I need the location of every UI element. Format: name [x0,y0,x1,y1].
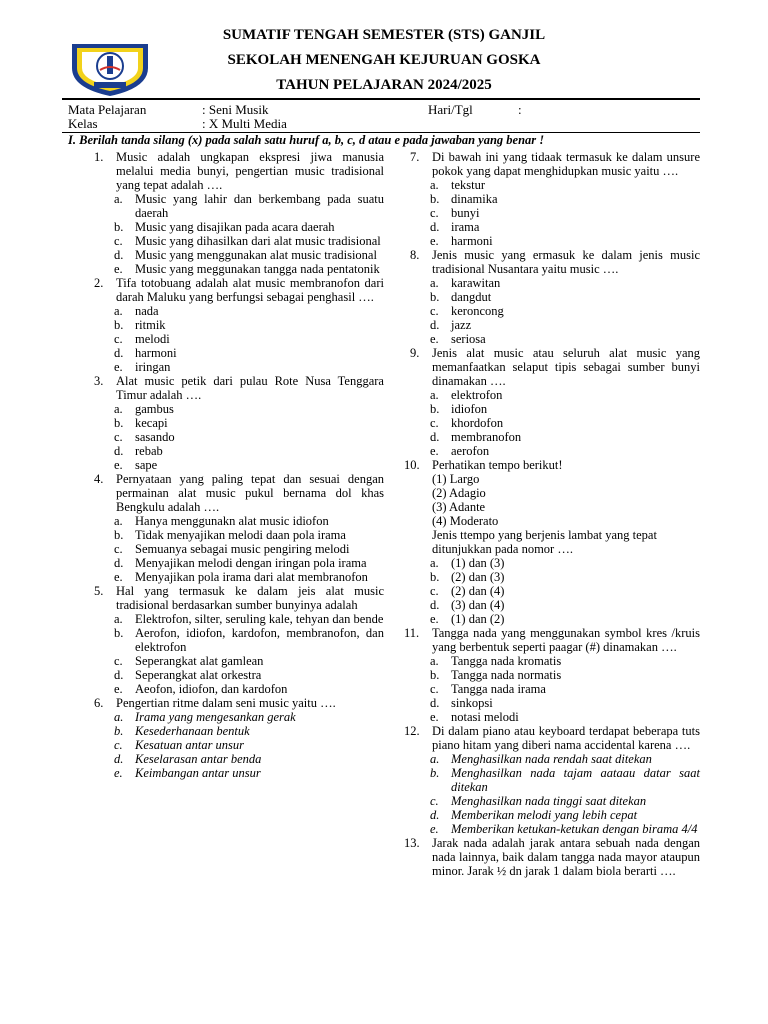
question-text [94,150,384,192]
option-text: gambus [135,402,174,416]
answer-option [94,724,384,738]
option-text: dinamika [451,192,498,206]
question-stem: Pengertian ritme dalam seni music yaitu …. [116,696,336,710]
answer-option [410,332,700,346]
question-number: 1. [94,150,104,164]
question-stem-continued: Jenis ttempo yang berjenis lambat yang tepat ditunjukkan pada nomor …. [432,528,657,556]
option-text: Hanya menggunakn alat music idiofon [135,514,329,528]
option-letter: e. [430,332,439,346]
option-letter: a. [430,752,440,766]
option-text: Music yang meggunakan tangga nada pentatonik [135,262,380,276]
option-letter: d. [430,808,440,822]
answer-option [94,360,384,374]
question-stem: Hal yang termasuk ke dalam jeis alat music tradisional berdasarkan sumber bunyinya adalah [116,584,384,612]
answer-option [410,556,700,570]
answer-option [94,766,384,780]
answer-option [410,822,700,836]
answer-option [94,234,384,248]
question-text [410,346,700,388]
option-letter: a. [430,178,439,192]
option-text: aerofon [451,444,490,458]
option-letter: d. [430,430,440,444]
option-text: keroncong [451,304,504,318]
question-number: 6. [94,696,104,710]
answer-option [410,430,700,444]
option-text: (3) dan (4) [451,598,505,612]
question-stem: Tifa totobuang adalah alat music membranofon dari darah Maluku yang berfungsi sebagai penghasil …. [116,276,384,304]
option-letter: a. [114,304,123,318]
answer-option [410,206,700,220]
option-text: (2) dan (3) [451,570,505,584]
question-text [404,836,700,878]
question-item [404,836,700,878]
option-text: Seperangkat alat orkestra [135,668,262,682]
option-text: Menyajikan pola irama dari alat membranofon [135,570,368,584]
option-letter: e. [430,444,439,458]
question-number: 5. [94,584,104,598]
question-number: 10. [404,458,420,472]
answer-option [94,710,384,724]
answer-option [410,416,700,430]
question-stem: Di dalam piano atau keyboard terdapat beberapa tuts piano hitam yang diberi nama accidental karena …. [432,724,700,752]
option-text: Menghasilkan nada rendah saat ditekan [451,752,652,766]
option-letter: d. [430,318,440,332]
option-letter: a. [114,612,123,626]
option-text: Tangga nada kromatis [451,654,562,668]
question-item [410,346,700,458]
option-letter: c. [430,794,439,808]
answer-option [410,178,700,192]
option-text: iringan [135,360,171,374]
option-text: Tidak menyajikan melodi daan pola irama [135,528,346,542]
question-text [94,696,384,710]
question-item [404,626,700,724]
option-letter: e. [430,612,439,626]
question-item [94,696,384,780]
option-text: Menyajikan melodi dengan iringan pola irama [135,556,367,570]
option-text: rebab [135,444,163,458]
class-value: : X Multi Media [202,116,287,131]
answer-option [410,752,700,766]
option-letter: c. [430,304,439,318]
option-text: harmoni [135,346,177,360]
question-number: 8. [410,248,420,262]
answer-option [410,584,700,598]
question-stem: Jenis alat music atau seluruh alat music yang memanfaatkan selaput tipis sebagai sumber bunyi dinamakan …. [432,346,700,388]
option-letter: a. [430,388,439,402]
answer-option [94,262,384,276]
option-letter: d. [114,668,124,682]
question-stem: Pernyataan yang paling tepat dan sesuai dengan permainan alat music pukul bernama dol khas Bengkulu adalah …. [116,472,384,514]
answer-option [94,752,384,766]
option-text: tekstur [451,178,486,192]
answer-option [410,696,700,710]
answer-option [410,766,700,794]
option-text: (2) dan (4) [451,584,505,598]
option-letter: b. [430,402,440,416]
question-item [410,150,700,248]
answer-option [94,570,384,584]
option-text: jazz [451,318,472,332]
answer-option [94,738,384,752]
answer-option [94,430,384,444]
option-letter: b. [430,192,440,206]
option-letter: e. [114,262,123,276]
option-letter: b. [430,668,440,682]
answer-option [410,290,700,304]
option-letter: d. [430,598,440,612]
option-letter: a. [114,514,123,528]
tempo-list-item: (2) Adagio [432,486,486,500]
question-text [94,276,384,304]
question-number: 11. [404,626,420,640]
answer-option [94,444,384,458]
question-stem: Jenis music yang ermasuk ke dalam jenis music tradisional Nusantara yaitu music …. [432,248,700,276]
option-letter: c. [114,654,123,668]
answer-option [94,458,384,472]
option-text: membranofon [451,430,522,444]
option-text: sasando [135,430,175,444]
question-stem: Perhatikan tempo berikut! [432,458,563,472]
option-letter: c. [114,430,123,444]
option-letter: d. [114,752,124,766]
question-item [94,150,384,276]
option-text: melodi [135,332,170,346]
option-letter: b. [430,290,440,304]
option-text: nada [135,304,159,318]
option-text: Menghasilkan nada tinggi saat ditekan [451,794,647,808]
answer-option [94,304,384,318]
class-label: Kelas [68,116,98,131]
option-text: Music yang dihasilkan dari alat music tradisional [135,234,381,248]
exam-title: SUMATIF TENGAH SEMESTER (STS) GANJIL [222,27,546,43]
option-text: Irama yang mengesankan gerak [135,710,296,724]
school-name: SEKOLAH MENENGAH KEJURUAN GOSKA [227,52,541,68]
option-letter: c. [114,332,123,346]
answer-option [94,346,384,360]
answer-option [410,318,700,332]
option-letter: d. [430,220,440,234]
instruction: I. Berilah tanda silang (x) pada salah satu huruf a, b, c, d atau e pada jawaban yang benar ! [68,133,545,147]
answer-option [410,710,700,724]
answer-option [410,682,700,696]
questions-right-column [404,150,700,878]
question-text [404,724,700,752]
option-text: Keselarasan antar benda [135,752,262,766]
option-text: idiofon [451,402,488,416]
answer-option [410,794,700,808]
option-text: dangdut [451,290,492,304]
option-text: seriosa [451,332,486,346]
option-text: notasi melodi [451,710,519,724]
answer-option [94,402,384,416]
subject-label: Mata Pelajaran [68,102,147,117]
option-letter: b. [114,626,124,640]
tempo-list-item: (3) Adante [432,500,486,514]
answer-option [410,220,700,234]
question-text [410,248,700,276]
answer-option [410,402,700,416]
option-text: sape [135,458,158,472]
option-text: kecapi [135,416,168,430]
question-text [404,626,700,654]
answer-option [410,668,700,682]
option-letter: a. [114,710,124,724]
option-text: Kesederhanaan bentuk [135,724,250,738]
option-text: elektrofon [451,388,503,402]
question-item [94,276,384,374]
question-stem: Tangga nada yang menggunakan symbol kres /kruis yang berbentuk seperti paagar (#) dinamakan …. [432,626,700,654]
question-text [404,458,700,472]
answer-option [410,234,700,248]
option-letter: b. [430,570,440,584]
question-text [94,584,384,612]
question-number: 9. [410,346,420,360]
option-letter: a. [114,192,123,206]
answer-option [410,304,700,318]
answer-option [410,612,700,626]
option-text: Elektrofon, silter, seruling kale, tehyan dan bende [135,612,384,626]
option-letter: e. [114,458,123,472]
option-text: Aeofon, idiofon, dan kardofon [135,682,288,696]
question-text [94,472,384,514]
option-text: harmoni [451,234,493,248]
answer-option [410,192,700,206]
answer-option [94,528,384,542]
question-item [94,374,384,472]
academic-year: TAHUN PELAJARAN 2024/2025 [276,77,492,93]
answer-option [94,514,384,528]
questions-left-column [94,150,384,780]
option-text: Menghasilkan nada tajam aataau datar saat ditekan [451,766,700,794]
question-stem: Jarak nada adalah jarak antara sebuah nada dengan nada lainnya, baik dalam tangga nada mayor ataupun minor. Jarak ½ dn jarak 1 dalam biola berarti …. [432,836,700,878]
option-text: Kesatuan antar unsur [135,738,245,752]
answer-option [410,444,700,458]
subject-value: : Seni Musik [202,102,269,117]
answer-option [94,416,384,430]
question-item [404,458,700,626]
option-letter: b. [114,528,124,542]
question-text [94,374,384,402]
option-text: Aerofon, idiofon, kardofon, membranofon, dan elektrofon [135,626,384,654]
question-number: 12. [404,724,420,738]
question-number: 7. [410,150,420,164]
answer-option [410,388,700,402]
option-letter: c. [114,542,123,556]
option-letter: b. [114,724,124,738]
question-stem: Music adalah ungkapan ekspresi jiwa manusia melalui media bunyi, pengertian music tradisional yang tepat adalah …. [116,150,384,192]
question-number: 3. [94,374,104,388]
option-letter: d. [114,346,124,360]
answer-option [94,556,384,570]
option-letter: c. [430,206,439,220]
option-letter: e. [114,682,123,696]
tempo-list-item: (4) Moderato [432,514,499,528]
answer-option [94,626,384,654]
option-letter: b. [430,766,440,780]
option-letter: a. [430,276,439,290]
school-logo [64,36,156,98]
day-label: Hari/Tgl [428,102,473,117]
option-text: Tangga nada irama [451,682,546,696]
question-item [410,248,700,346]
answer-option [94,682,384,696]
option-letter: d. [430,696,440,710]
answer-option [94,668,384,682]
answer-option [410,276,700,290]
option-letter: a. [114,402,123,416]
option-text: irama [451,220,480,234]
answer-option [94,542,384,556]
option-text: Tangga nada normatis [451,668,562,682]
option-letter: e. [430,822,439,836]
option-letter: c. [430,416,439,430]
question-text [410,150,700,178]
question-number: 4. [94,472,104,486]
option-letter: e. [430,710,439,724]
answer-option [94,248,384,262]
option-text: Semuanya sebagai music pengiring melodi [135,542,350,556]
option-text: (1) dan (3) [451,556,505,570]
option-letter: e. [430,234,439,248]
question-number: 2. [94,276,104,290]
option-text: Keimbangan antar unsur [135,766,261,780]
tempo-list-item: (1) Largo [432,472,480,486]
option-letter: b. [114,220,124,234]
question-item [94,472,384,584]
answer-option [94,318,384,332]
answer-option [94,612,384,626]
question-item [404,724,700,836]
option-text: Memberikan ketukan-ketukan dengan birama 4/4 [451,822,698,836]
option-text: Memberikan melodi yang lebih cepat [451,808,638,822]
option-letter: e. [114,360,123,374]
option-letter: b. [114,416,124,430]
answer-option [94,220,384,234]
option-text: Music yang lahir dan berkembang pada suatu daerah [135,192,384,220]
option-letter: c. [114,234,123,248]
answer-option [410,808,700,822]
option-letter: c. [430,682,439,696]
option-text: Music yang disajikan pada acara daerah [135,220,335,234]
question-item [94,584,384,696]
question-stem: Alat music petik dari pulau Rote Nusa Tenggara Timur adalah …. [116,374,384,402]
option-letter: c. [430,584,439,598]
option-text: bunyi [451,206,480,220]
question-number: 13. [404,836,420,850]
question-stem: Di bawah ini yang tidaak termasuk ke dalam unsure pokok yang dapat menghidupkan music yaitu …. [432,150,700,178]
option-letter: a. [430,654,439,668]
day-value: : [518,102,522,117]
answer-option [94,332,384,346]
header-divider [62,98,700,100]
answer-option [410,598,700,612]
option-letter: e. [114,570,123,584]
option-letter: d. [114,556,124,570]
option-text: Seperangkat alat gamlean [135,654,264,668]
option-text: sinkopsi [451,696,493,710]
option-letter: d. [114,444,124,458]
option-letter: c. [114,738,123,752]
option-text: (1) dan (2) [451,612,505,626]
option-letter: e. [114,766,123,780]
option-text: karawitan [451,276,501,290]
option-text: Music yang menggunakan alat music tradisional [135,248,377,262]
option-letter: b. [114,318,124,332]
answer-option [94,654,384,668]
answer-option [94,192,384,220]
option-letter: a. [430,556,439,570]
option-text: khordofon [451,416,504,430]
answer-option [410,654,700,668]
option-text: ritmik [135,318,166,332]
option-letter: d. [114,248,124,262]
answer-option [410,570,700,584]
